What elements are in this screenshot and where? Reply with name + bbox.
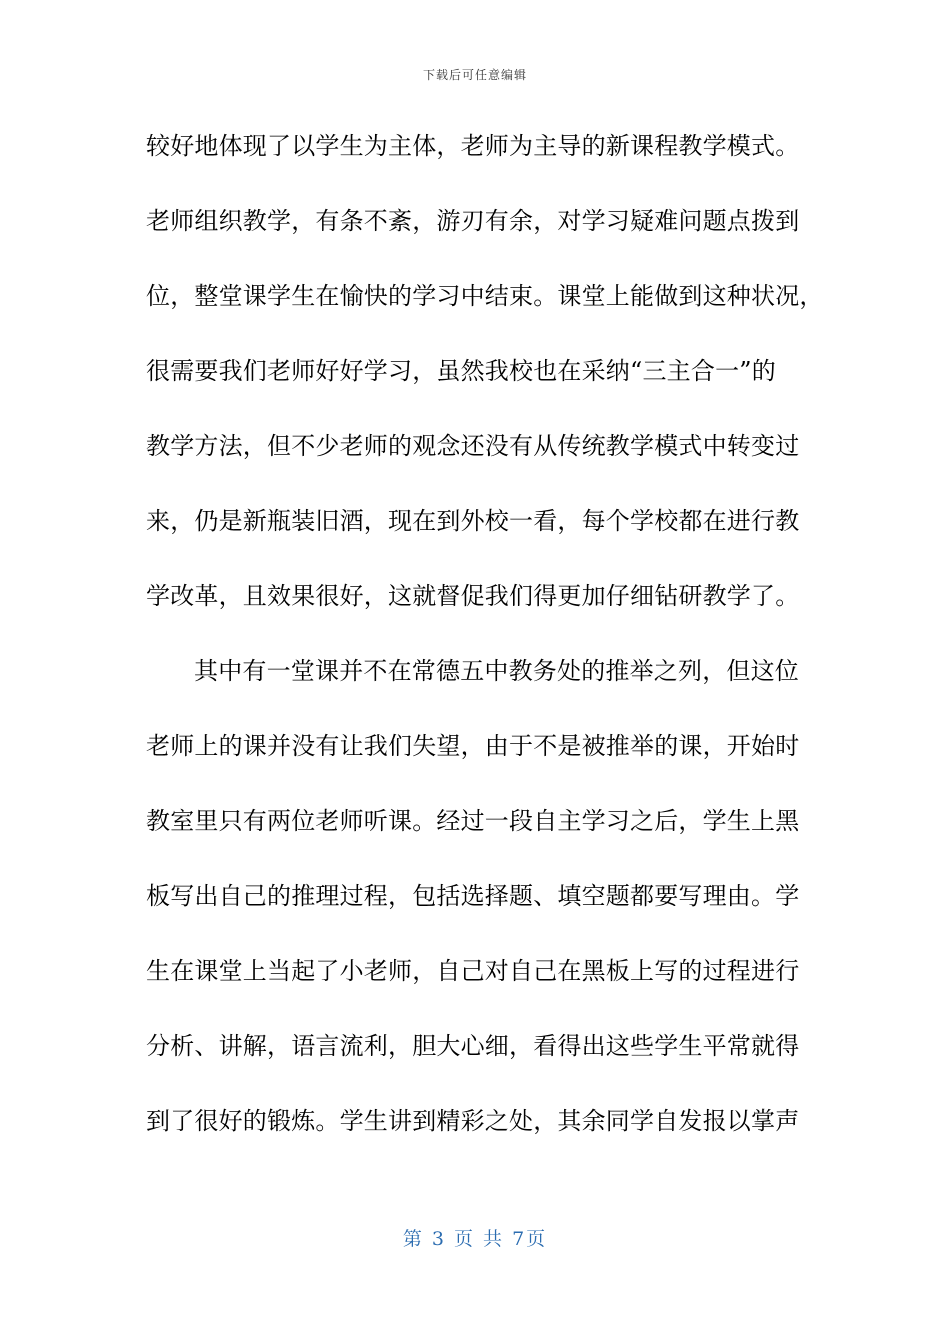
- text-line: 分析、讲解，语言流利，胆大心细，看得出这些学生平常就得: [146, 1032, 800, 1060]
- text-line: 板写出自己的推理过程，包括选择题、填空题都要写理由。学: [146, 882, 800, 910]
- text-line: 到了很好的锻炼。学生讲到精彩之处，其余同学自发报以掌声: [146, 1107, 800, 1135]
- text-line: 教室里只有两位老师听课。经过一段自主学习之后，学生上黑: [146, 807, 800, 835]
- text-line: 学改革，且效果很好，这就督促我们得更加仔细钻研教学了。: [146, 582, 800, 610]
- text-line: 来，仍是新瓶装旧酒，现在到外校一看，每个学校都在进行教: [146, 507, 800, 535]
- text-line: 生在课堂上当起了小老师，自己对自己在黑板上写的过程进行: [146, 957, 800, 985]
- page-number-footer: 第 3 页 共 7页: [402, 1228, 548, 1250]
- document-body: [146, 126, 824, 1176]
- text-line: 教学方法，但不少老师的观念还没有从传统教学模式中转变过: [146, 432, 800, 460]
- text-line: 很需要我们老师好好学习，虽然我校也在采纳“三主合一”的: [146, 357, 776, 385]
- paragraph-first-line: 其中有一堂课并不在常德五中教务处的推举之列，但这位: [194, 657, 799, 685]
- text-line: 位，整堂课学生在愉快的学习中结束。课堂上能做到这种状况，: [146, 282, 824, 310]
- text-line: 较好地体现了以学生为主体，老师为主导的新课程教学模式。: [146, 132, 800, 160]
- text-line: 老师组织教学，有条不紊，游刃有余，对学习疑难问题点拨到: [146, 207, 800, 235]
- page-header: 下载后可任意编辑: [422, 68, 527, 82]
- text-line: 老师上的课并没有让我们失望，由于不是被推举的课，开始时: [146, 732, 800, 760]
